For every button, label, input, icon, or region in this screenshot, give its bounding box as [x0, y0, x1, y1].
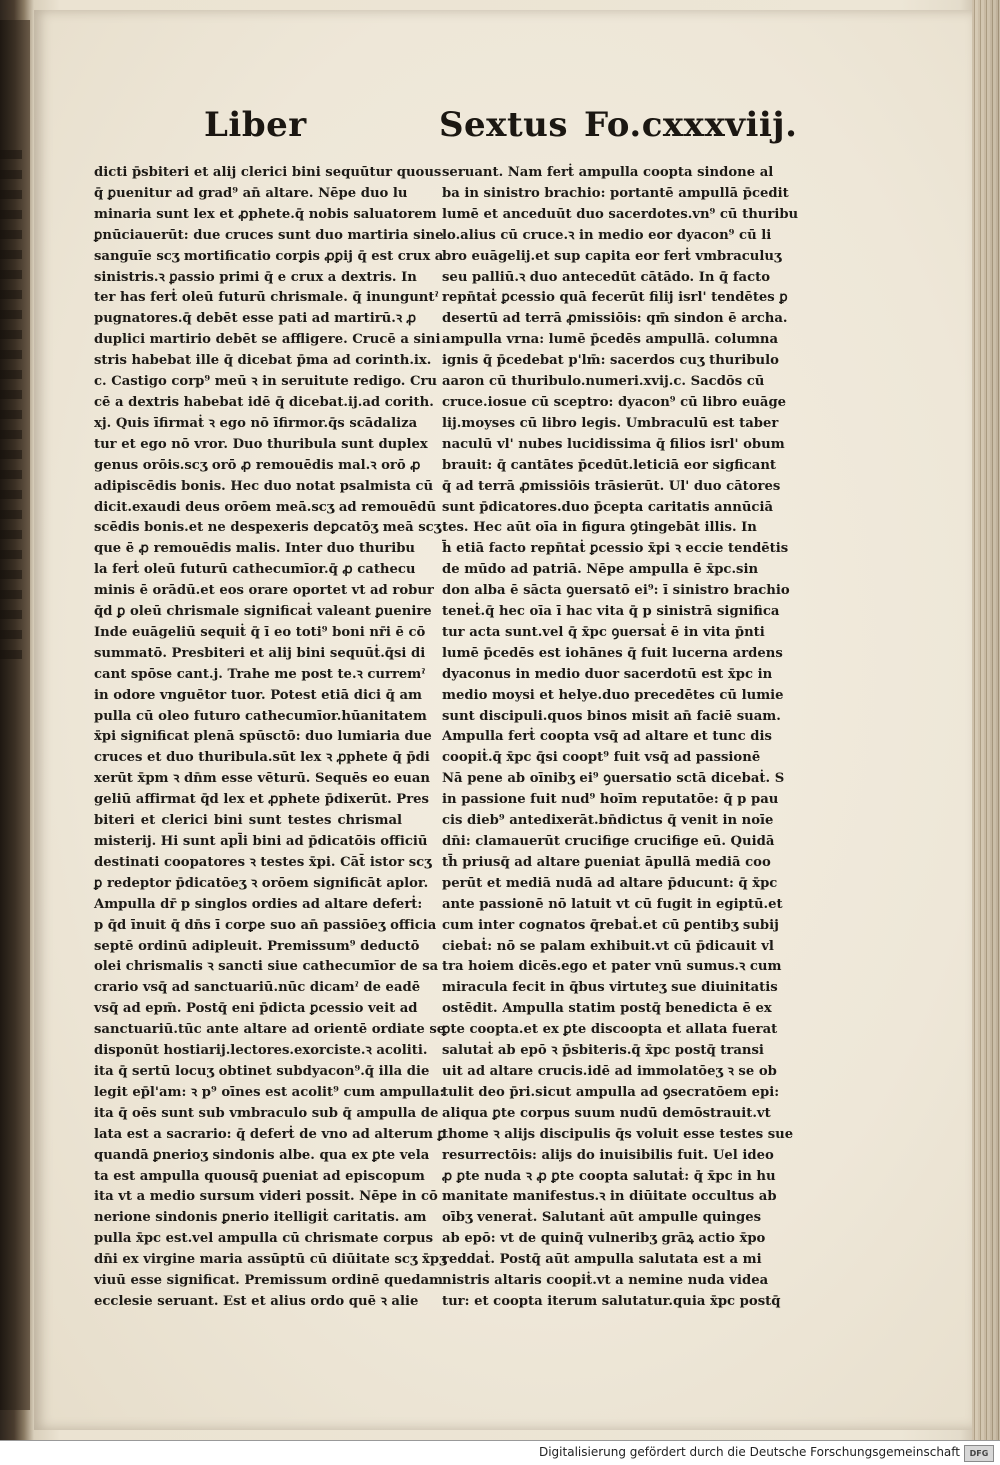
left-column-line: q̄d ꝑ oleū chrismale significaṫ valeant ꝑuenire — [94, 604, 432, 620]
right-column-line: ignis q̄ p̄cedebat p'lm̄: sacerdos cuʒ thuribulo — [442, 353, 779, 369]
running-head-liber: Liber — [204, 105, 307, 145]
right-column-line: cis dieb⁹ antedixerāt.bn̄dictus q̄ venit in noīe — [442, 813, 774, 829]
right-column-line: uit ad altare crucis.idē ad immolatōeʒ ꝛ se ob — [442, 1063, 777, 1079]
right-column-line: tur acta sunt.vel q̄ x̄pc ꝯuersaṫ ē in vita p̄nti — [442, 624, 765, 640]
left-column-line: pulla x̄pc est.vel ampulla cū chrismate corpus — [94, 1231, 434, 1247]
left-column-line: c. Castigo corp⁹ meū ꝛ in seruitute redigo. Cru — [94, 374, 437, 390]
right-column-line: perūt et mediā nudā ad altare p̄ducunt: q̄ x̄pc — [442, 875, 778, 891]
facing-page-text-fragment — [0, 150, 22, 670]
left-column-line: duplici martirio debēt se affligere. Crucē a sini — [94, 332, 441, 348]
right-column-line: brauit: q̄ cantātes p̄cedūt.leticiā eor sigficant — [442, 457, 777, 473]
right-column-line: q̄ ad terrā ꝓmissiōis trāsierūt. Ul' duo cātores — [442, 478, 781, 494]
right-column-line: repn̄taṫ ꝑcessio quā fecerūt filij isrl' tendētes ꝑ — [442, 290, 788, 306]
right-column-line: Ampulla ferṫ coopta vsq̄ ad altare et tunc dis — [442, 729, 772, 745]
left-column-line: la ferṫ oleū futurū cathecumīor.q̄ ꝓ cathecu — [94, 562, 416, 578]
right-column-line: tulit deo p̄ri.sicut ampulla ad ꝯsecratōem epi: — [442, 1084, 780, 1100]
right-column-line: tes. Hec aūt oīa in figura ꝯtingebāt illis. In — [442, 520, 757, 536]
right-column-line: aliqua ꝑte corpus suum nudū demōstrauit.vt — [442, 1105, 771, 1121]
right-column-line: thome ꝛ alijs discipulis q̄s voluit esse testes sue — [442, 1126, 794, 1142]
right-column-line: seu palliū.ꝛ duo antecedūt cātādo. In q̄ facto — [442, 269, 771, 285]
right-column-line: ciebaṫ: nō se palam exhibuit.vt cū p̄dicauit vl — [442, 938, 774, 954]
right-column-line: de mūdo ad patriā. Nēpe ampulla ē x̄pc.sin — [442, 562, 759, 578]
right-column-line: don alba ē sācta ꝯuersatō ei⁹: ī sinistro brachio — [442, 583, 790, 599]
left-column-line: viuū esse significat. Premissum ordinē quedam — [94, 1273, 444, 1289]
right-column-line: ꝓ ꝑte nuda ꝛ ꝓ ꝑte coopta salutaṫ: q̄ x̄pc in hu — [442, 1168, 776, 1184]
right-column-line: sunt discipuli.quos binos misit an̄ faciē suam. — [442, 708, 781, 724]
right-column-line: bro euāgelij.et sup capita eor ferṫ vmbraculuʒ — [442, 248, 782, 264]
left-column-line: adipiscēdis bonis. Hec duo notat psalmista cū — [94, 478, 434, 494]
left-column-line: ita vt a medio sursum videri possit. Nēpe in cō — [94, 1189, 438, 1205]
right-column-line: coopiṫ.q̄ x̄pc q̄si coopt⁹ fuit vsq̄ ad passionē — [442, 750, 761, 766]
left-column-line: misterij. Hi sunt apl̄i bini ad p̄dicatōis officiū — [94, 834, 428, 849]
left-column-line: xerūt x̄pm ꝛ dn̄m esse vēturū. Sequēs eo euan — [94, 771, 430, 787]
right-column-line: nistris altaris coopiṫ.vt a nemine nuda videa — [442, 1273, 769, 1289]
left-column-line: cruces et duo thuribula.sūt lex ꝛ ꝓphete q̄ p̄di — [94, 750, 430, 766]
left-column-line: in odore vnguētor tuor. Potest etiā dici q̄ am — [94, 687, 422, 703]
left-column-line: septē ordinū adipleuit. Premissum⁹ deductō — [94, 938, 420, 954]
right-column-line: naculū vl' nubes lucidissima q̄ filios isrl' obum — [442, 436, 785, 452]
left-column-line: disponūt hostiarij.lectores.exorciste.ꝛ acoliti. — [94, 1043, 428, 1059]
left-column-line: xj. Quis īfirmaṫ ꝛ ego nō īfirmor.q̄s scādaliza — [94, 415, 418, 431]
right-column-line: in passione fuit nud⁹ hoīm reputatōe: q̄ p pau — [442, 792, 779, 808]
right-column-line: ꝑte coopta.et ex ꝑte discoopta et allata fuerat — [442, 1022, 778, 1038]
right-column-line: dn̄i: clamauerūt crucifige crucifige eū. Quidā — [442, 834, 775, 849]
right-column-line: lumē et anceduūt duo sacerdotes.vn⁹ cū thuribu — [442, 206, 799, 222]
left-column-line: crario vsq̄ ad sanctuariū.nūc dicamˀ de eadē — [94, 980, 421, 996]
left-column-line: pugnatores.q̄ debēt esse pati ad martirū.ꝛ ꝓ — [94, 311, 417, 327]
right-column-line: tra hoiem dicēs.ego et pater vnū sumus.ꝛ cum — [442, 959, 782, 975]
right-column-line: ba in sinistro brachio: portantē ampullā p̄cedit — [442, 185, 789, 201]
dfg-logo-icon: DFG — [964, 1445, 994, 1462]
left-column-line: ita q̄ sertū locuʒ obtinet subdyacon⁹.q̄ illa die — [94, 1063, 430, 1079]
left-column-line: dicit.exaudi deus orōem meā.scʒ ad remouēdū — [94, 499, 437, 515]
right-column-line: salutaṫ ab epō ꝛ p̄sbiteris.q̄ x̄pc postq̄ transi — [442, 1043, 764, 1059]
left-column-line: ꝑnūciauerūt: due cruces sunt duo martiria sine — [94, 227, 444, 243]
right-column-line: cum inter cognatos q̄rebaṫ.et cū ꝑentibʒ subij — [442, 917, 779, 933]
left-column-line: scēdis bonis.et ne despexeris deꝑcatōʒ meā scʒ — [94, 520, 442, 536]
text-column-right — [442, 163, 799, 1313]
right-column-line: ampulla vrna: lumē p̄cedēs ampullā. columna — [442, 332, 779, 348]
left-column-line: ter has ferṫ oleū futurū chrismale. q̄ inunguntˀ — [94, 290, 439, 306]
left-column-line: minaria sunt lex et ꝓphete.q̄ nobis saluatorem — [94, 206, 437, 222]
left-column-line: sinistris.ꝛ ꝑassio primi q̄ e crux a dextris. In — [94, 269, 417, 285]
right-column-line: lo.alius cū cruce.ꝛ in medio eor dyacon⁹ cū li — [442, 227, 772, 243]
right-column-line: ab epō: vt de quinq̄ vulneribʒ grāꝝ actio x̄po — [442, 1231, 766, 1247]
left-column-line: ta est ampulla quousq̄ ꝑueniat ad episcopum — [94, 1168, 425, 1184]
left-column-line: Inde euāgeliū sequiṫ q̄ ī eo toti⁹ boni nr̄i ē cō — [94, 624, 426, 640]
left-column-line: tur et ego nō vror. Duo thuribula sunt duplex — [94, 436, 428, 452]
left-column-line: stris habebat ille q̄ dicebat p̄ma ad corinth.ix. — [94, 353, 432, 369]
right-column-line: lumē p̄cedēs est iohānes q̄ fuit lucerna ardens — [442, 645, 783, 661]
left-column-line: que ē ꝓ remouēdis malis. Inter duo thuribu — [94, 541, 416, 557]
text-column-left — [94, 163, 447, 1313]
facing-page-edge — [0, 20, 30, 1410]
right-column-line: ante passionē nō latuit vt cū fugit in egiptū.et — [442, 896, 783, 912]
running-head-sextus: Sextus — [439, 105, 569, 145]
left-column-line: cē a dextris habebat idē q̄ dicebat.ij.ad corith. — [94, 394, 434, 410]
folio-number: Fo.cxxxviij. — [584, 105, 798, 145]
left-column-line: dn̄i ex virgine maria assūptū cū diūitate scʒ x̄pʒ — [94, 1252, 447, 1268]
left-column-line: quandā ꝑnerioʒ sindonis albe. qua ex ꝑte vela — [94, 1147, 430, 1163]
right-column-line: miracula fecit in q̄bus virtuteʒ sue diuinitatis — [442, 980, 778, 996]
right-column-line: manitate manifestus.ꝛ in diūitate occultus ab — [442, 1189, 777, 1205]
funding-credit: Digitalisierung gefördert durch die Deutsche Forschungsgemeinschaft — [538, 1445, 960, 1459]
right-column-line: h̄ etiā facto repn̄taṫ ꝑcessio x̄pi ꝛ eccie tendētis — [442, 541, 789, 557]
left-column-line: ecclesie seruant. Est et alius ordo quē ꝛ alie — [94, 1293, 419, 1309]
left-column-line: nerione sindonis ꝑnerio itelligiṫ caritatis. am — [94, 1210, 427, 1226]
left-column-line: biteri et clerici bini sunt testes chrismal — [94, 813, 402, 829]
right-column-line: ostēdit. Ampulla statim postq̄ benedicta ē ex — [442, 1001, 772, 1017]
left-column-line: q̄ ꝑuenitur ad grad⁹ an̄ altare. Nēpe duo lu — [94, 185, 408, 201]
left-column-line: p q̄d īnuit q̄ dn̄s ī corꝑe suo an̄ passiōeʒ officia — [94, 917, 437, 933]
right-column-line: teneṫ.q̄ hec oīa ī hac vita q̄ p sinistrā significa — [442, 604, 780, 620]
right-column-line: resurrectōis: alijs do inuisibilis fuit. Uel ideo — [442, 1147, 774, 1163]
left-column-line: Ampulla dr̄ p singlos ordies ad altare deferṫ: — [94, 896, 423, 912]
right-column-line: seruant. Nam ferṫ ampulla coopta sindone al — [442, 165, 774, 180]
left-column-line: olei chrismalis ꝛ sancti siue cathecumīor de sa — [94, 959, 439, 975]
right-column-line: lij.moyses cū libro legis. Umbraculū est taber — [442, 415, 779, 431]
left-column-line: vsq̄ ad epm̄. Postq̄ eni p̄dicta ꝑcessio veit ad — [94, 1001, 418, 1017]
left-column-line: destinati coopatores ꝛ testes x̄pi. Cāt̄ istor scʒ — [94, 854, 432, 870]
right-column-line: aaron cū thuribulo.numeri.xvij.c. Sacdōs cū — [442, 374, 765, 390]
left-column-line: genus orōis.scʒ orō ꝓ remouēdis mal.ꝛ orō ꝓ — [94, 457, 421, 473]
left-column-line: x̄pi significat plenā spūsctō: duo lumiaria due — [94, 729, 432, 745]
left-column-line: legit ep̄l'am: ꝛ p⁹ oīnes est acolit⁹ cum ampulla: — [94, 1084, 445, 1100]
right-column-line: Nā pene ab oīnibʒ ei⁹ ꝯuersatio sctā dicebaṫ. S — [442, 771, 785, 787]
left-column-line: cant spōse cant.j. Trahe me post te.ꝛ curremˀ — [94, 666, 426, 682]
left-column-line: sanguīe scʒ mortificatio corꝑis ꝓꝑij q̄ est crux a — [94, 248, 444, 264]
right-column-line: reddaṫ. Postq̄ aūt ampulla salutata est a mi — [442, 1252, 762, 1268]
page-stack-edge — [972, 0, 1000, 1440]
right-column-line: tur: et coopta iterum salutatur.quia x̄pc postq̄ — [442, 1293, 781, 1309]
left-column-line: dicti p̄sbiteri et alij clerici bini sequūtur quous — [94, 165, 442, 180]
left-column-line: sanctuariū.tūc ante altare ad orientē ordiate se — [94, 1022, 446, 1038]
left-column-line: minis ē orādū.et eos orare oportet vt ad robur — [94, 583, 434, 599]
right-column-line: th̄ priusq̄ ad altare ꝑueniat āpullā mediā coo — [442, 854, 771, 870]
right-column-line: sunt p̄dicatores.duo p̄cepta caritatis annūciā — [442, 499, 774, 515]
digitization-footer — [0, 1440, 1000, 1465]
left-column-line: summatō. Presbiteri et alij bini sequūṫ.q̄si di — [94, 645, 426, 661]
right-column-line: medio moysi et helye.duo precedētes cū lumie — [442, 687, 784, 703]
book-page — [34, 10, 972, 1430]
left-column-line: ita q̄ oēs sunt sub vmbraculo sub q̄ ampulla de — [94, 1105, 439, 1121]
left-column-line: pulla cū oleo futuro cathecumīor.hūanitatem — [94, 708, 427, 724]
left-column-line: lata est a sacrario: q̄ deferṫ de vno ad alterum ꝑ — [94, 1126, 446, 1142]
left-column-line: geliū affirmat q̄d lex et ꝓphete p̄dixerūt. Pres — [94, 792, 429, 808]
right-column-line: desertū ad terrā ꝓmissiōis: qm̄ sindon ē archa. — [442, 311, 788, 327]
right-column-line: dyaconus in medio duor sacerdotū est x̄pc in — [442, 666, 773, 682]
right-column-line: oībʒ veneraṫ. Salutanṫ aūt ampulle quinges — [442, 1210, 762, 1226]
left-column-line: ꝑ redeptor p̄dicatōeʒ ꝛ orōem significāt aplor. — [94, 875, 429, 891]
right-column-line: cruce.iosue cū sceptro: dyacon⁹ cū libro euāge — [442, 394, 787, 410]
